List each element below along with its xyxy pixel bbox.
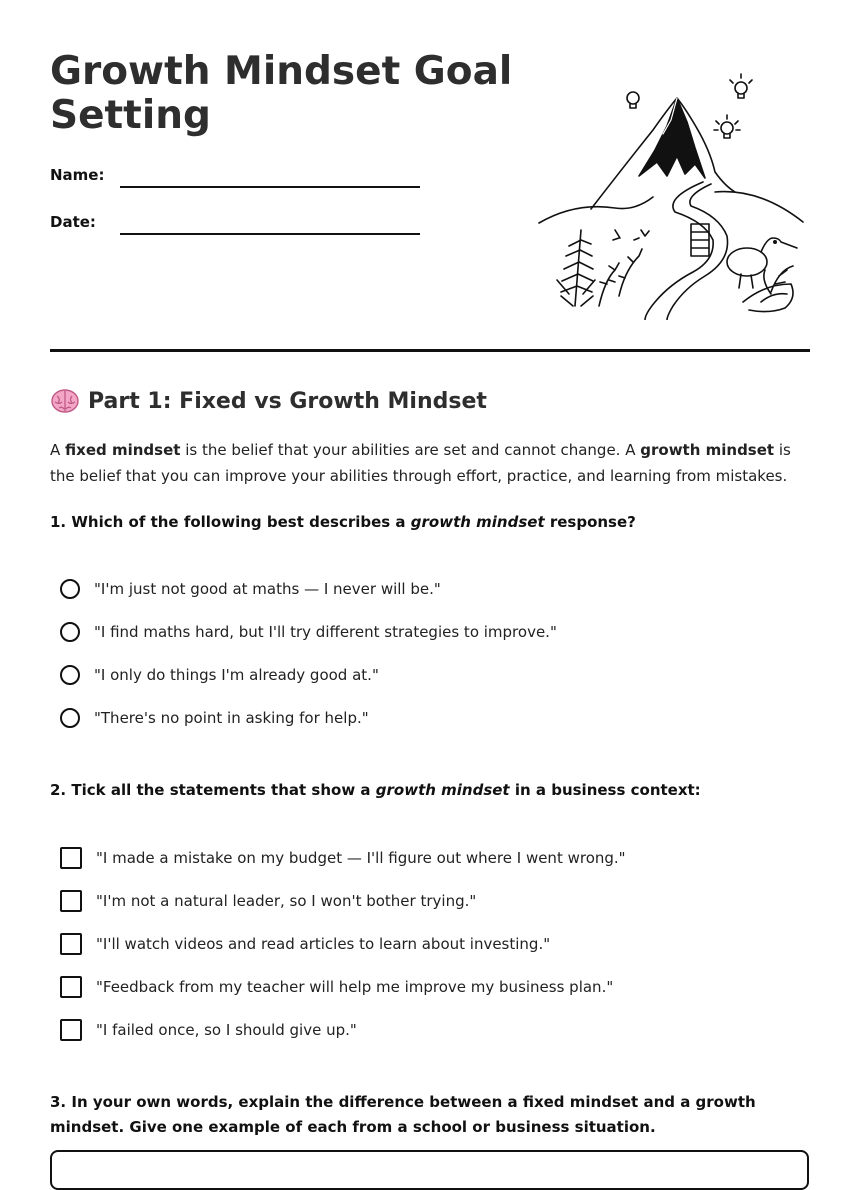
part1-heading (50, 388, 487, 414)
date-field[interactable] (120, 233, 420, 235)
q1-option-3[interactable]: "I only do things I'm already good at." (60, 662, 379, 688)
q2-option-3[interactable]: "I'll watch videos and read articles to learn about investing." (60, 931, 550, 957)
brain-icon (50, 388, 80, 414)
checkbox[interactable] (60, 847, 82, 869)
question-1: 1. Which of the following best describes a growth mindset response? (50, 513, 636, 531)
mountain-illustration (535, 70, 810, 320)
page-title: Growth Mindset Goal Setting (50, 49, 513, 138)
checkbox[interactable] (60, 933, 82, 955)
radio-button[interactable] (60, 579, 80, 599)
question-2: 2. Tick all the statements that show a growth mindset in a business context: (50, 781, 701, 799)
q3-answer-box[interactable] (50, 1150, 809, 1190)
radio-button[interactable] (60, 622, 80, 642)
q1-option-1[interactable]: "I'm just not good at maths — I never will be." (60, 576, 441, 602)
part1-heading-text: Part 1: Fixed vs Growth Mindset (88, 388, 487, 414)
q2-option-2[interactable]: "I'm not a natural leader, so I won't bother trying." (60, 888, 476, 914)
q1-option-4[interactable]: "There's no point in asking for help." (60, 705, 369, 731)
q2-option-1[interactable]: "I made a mistake on my budget — I'll figure out where I went wrong." (60, 845, 626, 871)
name-field[interactable] (120, 186, 420, 188)
q2-option-5[interactable]: "I failed once, so I should give up." (60, 1017, 357, 1043)
date-label: Date: (50, 213, 96, 231)
radio-button[interactable] (60, 665, 80, 685)
section-divider (50, 349, 810, 352)
q2-option-4[interactable]: "Feedback from my teacher will help me improve my business plan." (60, 974, 613, 1000)
checkbox[interactable] (60, 1019, 82, 1041)
checkbox[interactable] (60, 890, 82, 912)
radio-button[interactable] (60, 708, 80, 728)
q1-option-2[interactable]: "I find maths hard, but I'll try different strategies to improve." (60, 619, 557, 645)
name-label: Name: (50, 166, 105, 184)
intro-paragraph: A fixed mindset is the belief that your abilities are set and cannot change. A growth mindset is the belief that you can improve your abilities through effort, practice, and learning from mistakes. (50, 441, 791, 485)
checkbox[interactable] (60, 976, 82, 998)
question-3: 3. In your own words, explain the difference between a fixed mindset and a growth mindset. Give one example of each from a school or business situation. (50, 1093, 756, 1136)
